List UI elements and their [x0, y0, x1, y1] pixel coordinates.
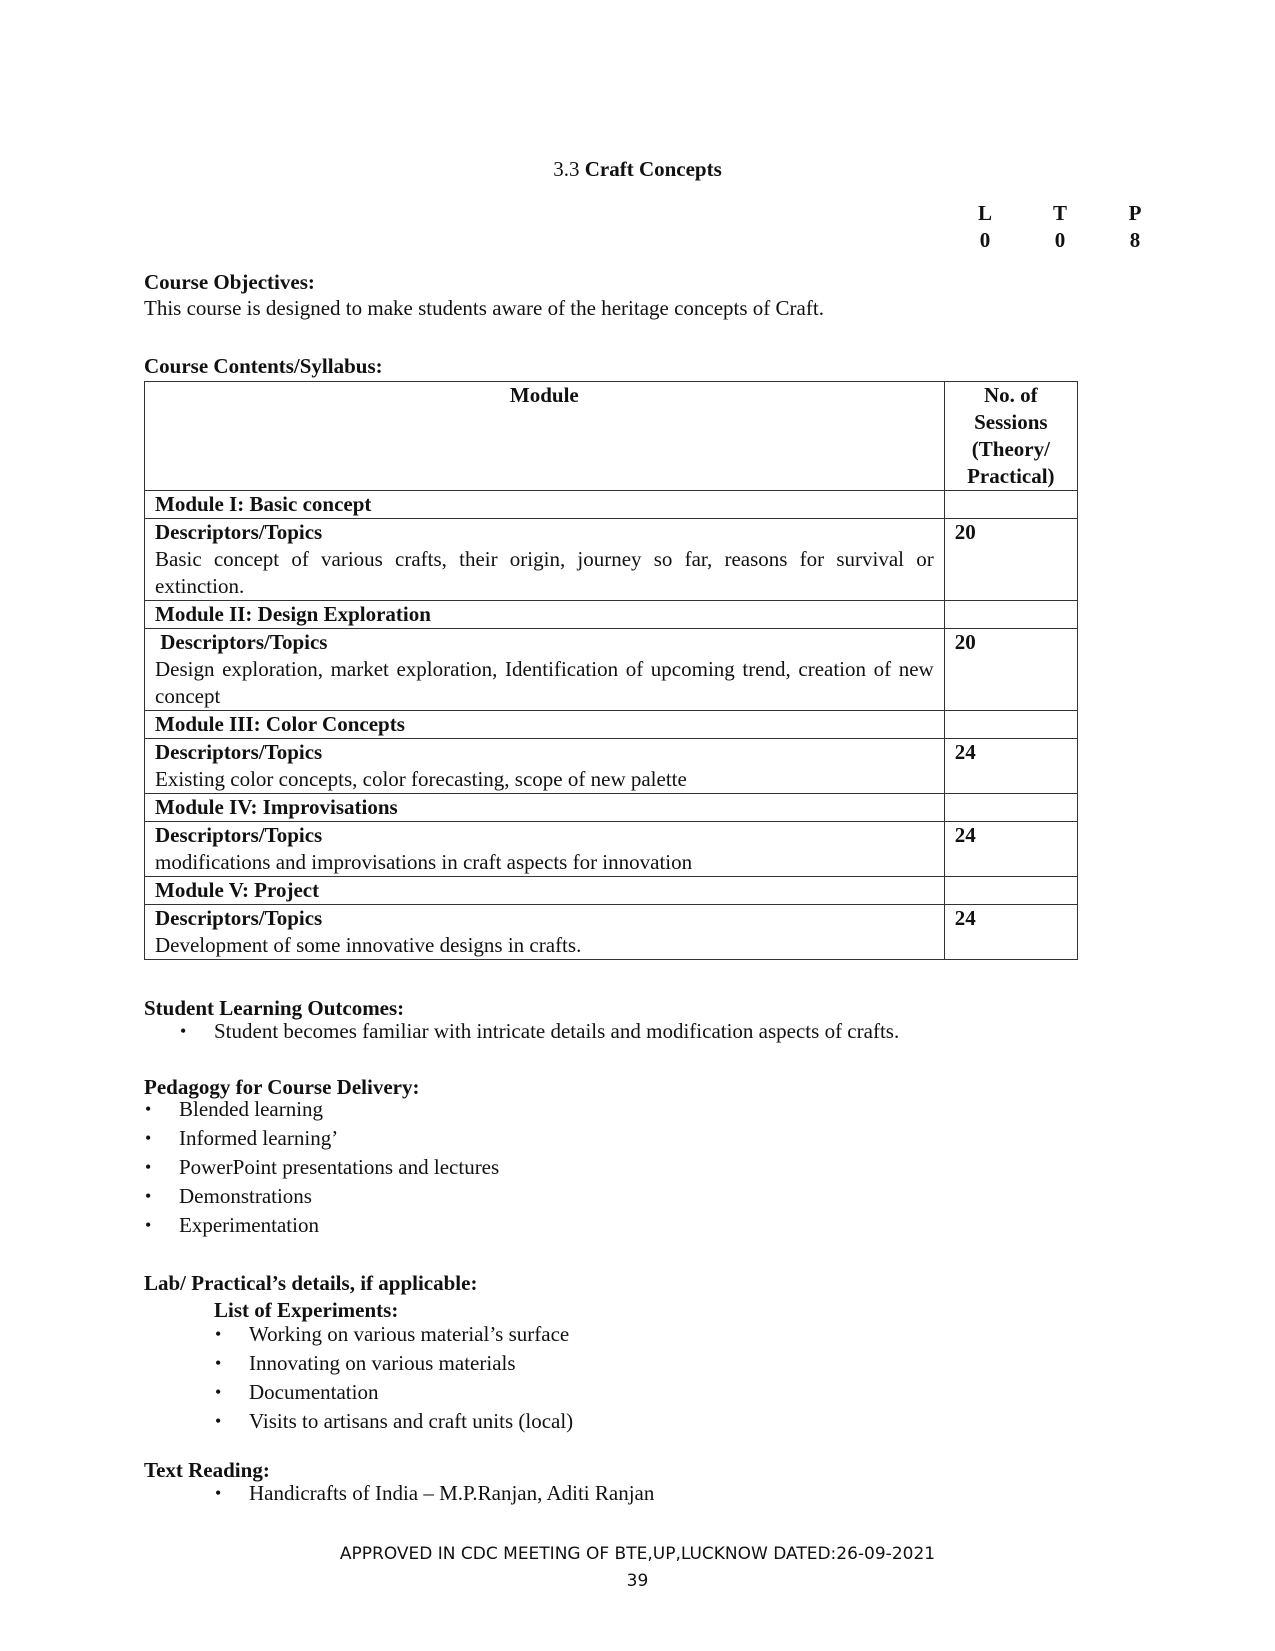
module-name-row: [145, 794, 1078, 822]
module-desc-row: [145, 905, 1078, 960]
list-item: • Student becomes familiar with intricate details and modification aspects of crafts.: [214, 1017, 899, 1046]
module-desc-row: [145, 739, 1078, 794]
outcomes-list: [214, 1017, 899, 1046]
page-number: 39: [626, 1571, 649, 1591]
list-item: • Informed learning’: [179, 1124, 499, 1153]
ltp-value-t: 0: [1054, 228, 1066, 252]
page-title: [0, 157, 1275, 182]
module-sessions: 24: [944, 739, 1077, 794]
module-sessions: 20: [944, 629, 1077, 711]
module-name-row: [145, 877, 1078, 905]
list-item: • Experimentation: [179, 1211, 499, 1240]
module-name-row: [145, 711, 1078, 739]
lab-heading: Lab/ Practical’s details, if applicable:: [144, 1271, 478, 1295]
reading-list: [249, 1479, 654, 1508]
ltp-block: [975, 200, 1145, 254]
header-module: Module: [145, 382, 945, 491]
module-sessions: 20: [944, 519, 1077, 601]
module-name: Module I: Basic concept: [145, 491, 945, 519]
list-item: • Documentation: [249, 1378, 573, 1407]
module-name-row: [145, 491, 1078, 519]
module-desc-row: [145, 629, 1078, 711]
module-name-row: [145, 601, 1078, 629]
module-desc: Descriptors/Topics Existing color concepts, color forecasting, scope of new palette: [145, 739, 945, 794]
module-name: Module III: Color Concepts: [145, 711, 945, 739]
objectives-heading: Course Objectives:: [144, 270, 315, 294]
pedagogy-heading: Pedagogy for Course Delivery:: [144, 1075, 420, 1099]
list-item: • Working on various material’s surface: [249, 1320, 573, 1349]
module-desc: Descriptors/Topics Development of some innovative designs in crafts.: [145, 905, 945, 960]
ltp-header-t: T: [1052, 201, 1067, 225]
list-item: • PowerPoint presentations and lectures: [179, 1153, 499, 1182]
module-name: Module V: Project: [145, 877, 945, 905]
module-desc: Descriptors/Topics Basic concept of various crafts, their origin, journey so far, reasons for survival or extinction.: [145, 519, 945, 601]
page-footer: [0, 1541, 1275, 1595]
ltp-value-l: 0: [979, 228, 991, 252]
list-item: • Innovating on various materials: [249, 1349, 573, 1378]
module-desc: Descriptors/Topics Design exploration, market exploration, Identification of upcoming trend, creation of new concept: [145, 629, 945, 711]
module-name: Module II: Design Exploration: [145, 601, 945, 629]
list-item: • Visits to artisans and craft units (local): [249, 1407, 573, 1436]
section-number: 3.3: [553, 157, 580, 181]
list-item: • Demonstrations: [179, 1182, 499, 1211]
pedagogy-list: [179, 1095, 499, 1240]
lab-subheading: List of Experiments:: [214, 1298, 399, 1322]
approval-note: APPROVED IN CDC MEETING OF BTE,UP,LUCKNOW DATED:26-09-2021: [339, 1544, 936, 1564]
module-desc-row: [145, 822, 1078, 877]
objectives-text: This course is designed to make students aware of the heritage concepts of Craft.: [144, 296, 824, 320]
ltp-header-l: L: [977, 201, 992, 225]
ltp-value-p: 8: [1129, 228, 1141, 252]
reading-heading: Text Reading:: [144, 1458, 270, 1482]
syllabus-heading: Course Contents/Syllabus:: [144, 354, 383, 378]
list-item: • Handicrafts of India – M.P.Ranjan, Aditi Ranjan: [249, 1479, 654, 1508]
course-title: Craft Concepts: [584, 157, 722, 181]
syllabus-table: [144, 381, 1078, 960]
module-sessions: 24: [944, 822, 1077, 877]
module-desc: Descriptors/Topics modifications and improvisations in craft aspects for innovation: [145, 822, 945, 877]
list-item: • Blended learning: [179, 1095, 499, 1124]
module-desc-row: [145, 519, 1078, 601]
ltp-header-p: P: [1128, 201, 1142, 225]
experiments-list: [249, 1320, 573, 1436]
module-sessions: 24: [944, 905, 1077, 960]
header-sessions: No. of Sessions (Theory/ Practical): [944, 382, 1077, 491]
module-name: Module IV: Improvisations: [145, 794, 945, 822]
table-header-row: [145, 382, 1078, 491]
outcomes-heading: Student Learning Outcomes:: [144, 996, 405, 1020]
